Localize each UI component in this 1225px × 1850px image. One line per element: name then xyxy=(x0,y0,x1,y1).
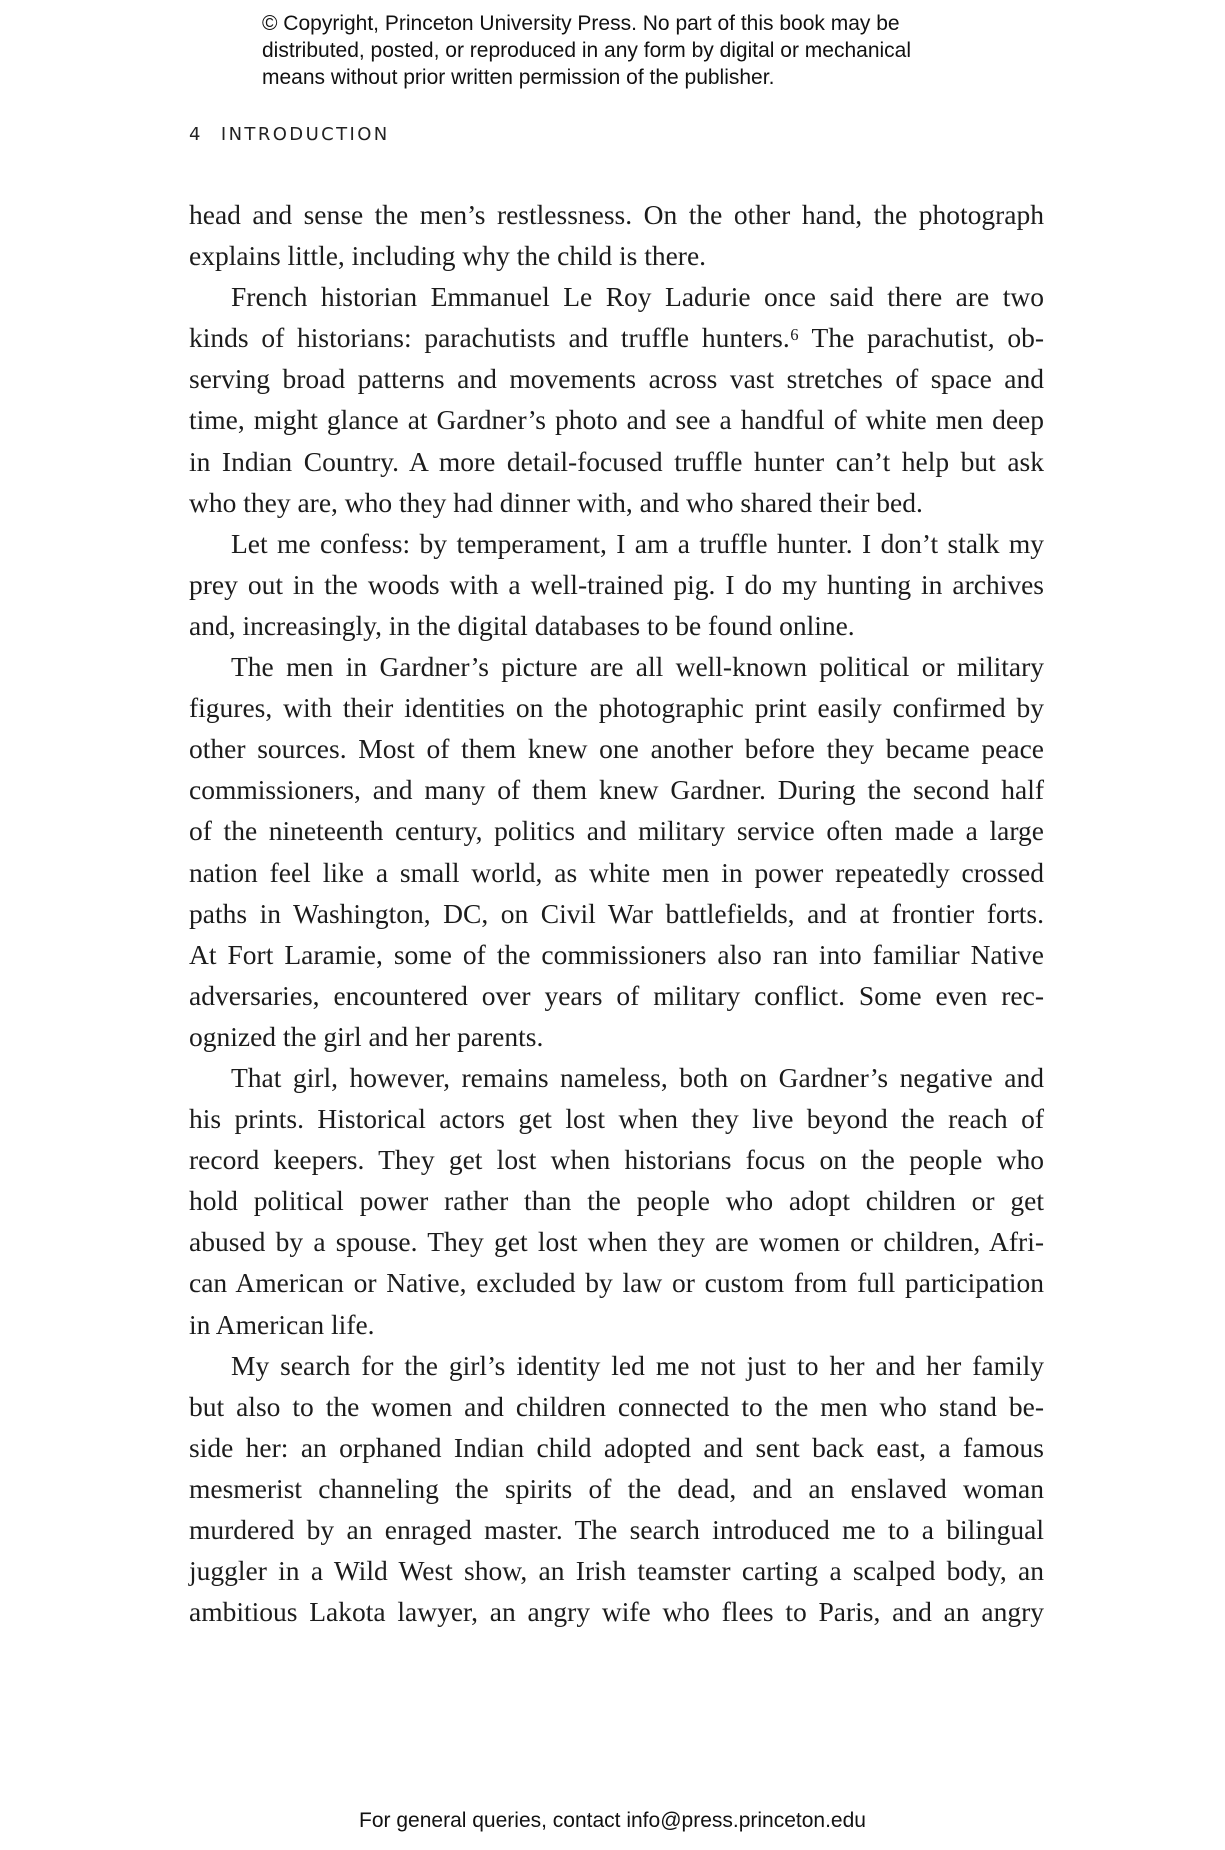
text-line: ognized the girl and her parents. xyxy=(189,1020,544,1052)
text-line: figures, with their identities on the photographic print easily confirmed by xyxy=(189,692,1044,724)
text-line: kinds of historians: parachutists and truffle hunters.⁶ The parachutist, ob- xyxy=(189,322,1044,354)
text-line: time, might glance at Gardner’s photo and see a handful of white men deep xyxy=(189,404,1044,436)
text-line: adversaries, encountered over years of military conflict. Some even rec- xyxy=(189,979,1044,1011)
text-line: abused by a spouse. They get lost when they are women or children, Afri- xyxy=(189,1226,1044,1258)
text-line: commissioners, and many of them knew Gardner. During the second half xyxy=(189,774,1044,806)
text-line: nation feel like a small world, as white men in power repeatedly crossed xyxy=(189,856,1044,888)
section-title: INTRODUCTION xyxy=(220,124,390,145)
text-line: explains little, including why the child is there. xyxy=(189,240,707,272)
text-line: serving broad patterns and movements across vast stretches of space and xyxy=(189,363,1044,395)
text-line: record keepers. They get lost when historians focus on the people who xyxy=(189,1144,1044,1176)
running-head xyxy=(189,124,390,145)
text-line: side her: an orphaned Indian child adopted and sent back east, a famous xyxy=(189,1431,1044,1463)
page-number: 4 xyxy=(189,124,203,145)
text-line: prey out in the woods with a well-trained pig. I do my hunting in archives xyxy=(189,568,1044,600)
text-line: in Indian Country. A more detail-focused truffle hunter can’t help but ask xyxy=(189,445,1044,477)
text-line: but also to the women and children connected to the men who stand be- xyxy=(189,1390,1044,1422)
text-line: Let me confess: by temperament, I am a truffle hunter. I don’t stalk my xyxy=(231,527,1044,559)
text-line: other sources. Most of them knew one another before they became peace xyxy=(189,733,1044,765)
text-line: head and sense the men’s restlessness. On the other hand, the photograph xyxy=(189,199,1044,230)
text-line: My search for the girl’s identity led me not just to her and her family xyxy=(231,1349,1044,1381)
text-line: ambitious Lakota lawyer, an angry wife who flees to Paris, and an angry xyxy=(189,1596,1044,1628)
text-line: hold political power rather than the people who adopt children or get xyxy=(189,1185,1044,1217)
text-line: murdered by an enraged master. The search introduced me to a bilingual xyxy=(189,1514,1044,1545)
text-line: The men in Gardner’s picture are all well-known political or military xyxy=(231,651,1044,683)
text-line: his prints. Historical actors get lost when they live beyond the reach of xyxy=(189,1103,1044,1135)
text-line: can American or Native, excluded by law or custom from full participation xyxy=(189,1267,1044,1299)
text-line: At Fort Laramie, some of the commissioners also ran into familiar Native xyxy=(189,938,1044,970)
text-line: of the nineteenth century, politics and military service often made a large xyxy=(189,815,1044,847)
copyright-line: means without prior written permission of the publisher. xyxy=(262,66,775,89)
text-line: That girl, however, remains nameless, both on Gardner’s negative and xyxy=(231,1061,1044,1093)
text-line: in American life. xyxy=(189,1308,375,1340)
footer-contact: For general queries, contact info@press.princeton.edu xyxy=(359,1809,866,1832)
text-line: who they are, who they had dinner with, and who shared their bed. xyxy=(189,486,923,518)
text-line: French historian Emmanuel Le Roy Ladurie once said there are two xyxy=(231,281,1044,313)
text-line: paths in Washington, DC, on Civil War battlefields, and at frontier forts. xyxy=(189,897,1044,929)
copyright-line: © Copyright, Princeton University Press. No part of this book may be xyxy=(262,12,900,35)
text-line: and, increasingly, in the digital databases to be found online. xyxy=(189,609,855,641)
text-line: juggler in a Wild West show, an Irish teamster carting a scalped body, an xyxy=(189,1555,1044,1587)
text-line: mesmerist channeling the spirits of the dead, and an enslaved woman xyxy=(189,1472,1044,1504)
copyright-notice xyxy=(262,10,1022,91)
body-text xyxy=(189,194,1044,1632)
copyright-line: distributed, posted, or reproduced in any form by digital or mechanical xyxy=(262,39,912,62)
